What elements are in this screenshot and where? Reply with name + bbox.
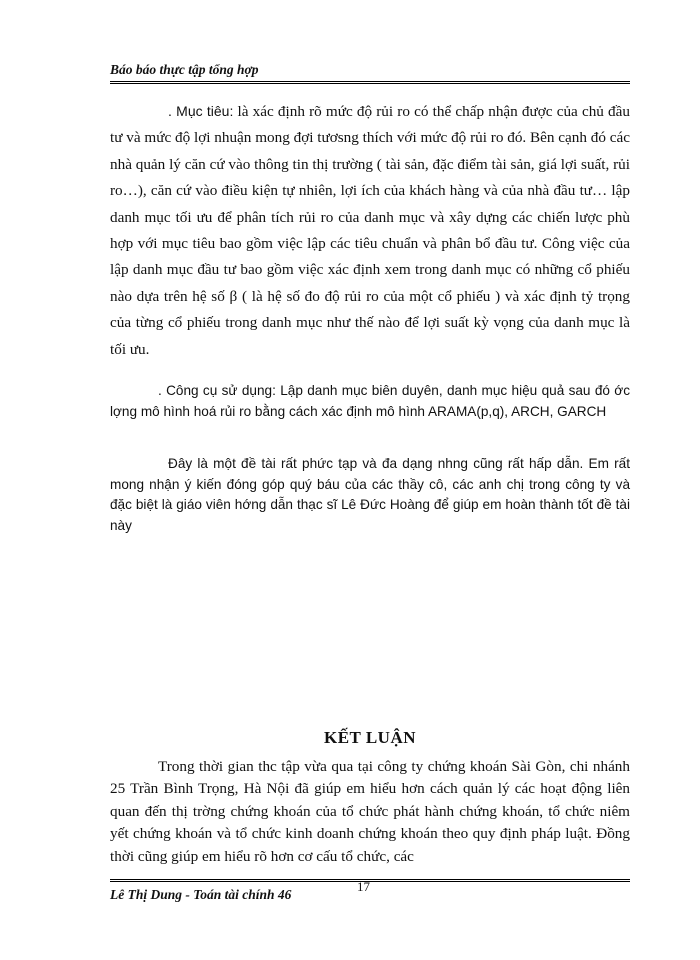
thanks-text: Đây là một đề tài rất phức tạp và đa dạng nhng cũng rất hấp dẫn. Em rất mong nhận ý kiến đóng góp quý báu của các thầy cô, các anh chị trong công ty và đặc biệt là giáo viên hớng dẫn thạc sĩ Lê Đức Hoàng để giúp em hoàn thành tốt đề tài này <box>110 456 630 533</box>
page-number: 17 <box>357 879 370 894</box>
objective-label: . Mục tiêu: <box>168 103 234 119</box>
conclusion-text: Trong thời gian thc tập vừa qua tại công ty chứng khoán Sài Gòn, chi nhánh 25 Trần Bình Trọng, Hà Nội đã giúp em hiểu hơn cách quản lý các hoạt động liên quan đến thị trờng chứng khoán của tổ chức phát hành chứng khoán, tổ chức niêm yết chứng khoán và tổ chức kinh doanh chứng khoán theo quy định pháp luật. Đồng thời cũng giúp em hiểu rõ hơn cơ cấu tổ chức, các <box>110 758 630 865</box>
paragraph-conclusion <box>110 756 630 868</box>
footer-rule <box>110 879 630 882</box>
running-header: Báo báo thực tập tổng hợp <box>110 62 630 84</box>
tools-text: . Công cụ sử dụng: Lập danh mục biên duyên, danh mục hiệu quả sau đó ớc lợng mô hình hoá rủi ro bằng cách xác định mô hình ARAMA(p,q), ARCH, GARCH <box>110 383 630 419</box>
objective-text: là xác định rõ mức độ rủi ro có thể chấp nhận được của chủ đầu tư và mức độ lợi nhuận mong đợi tươsng thích với mức độ rủi ro đó. Bên cạnh đó các nhà quản lý căn cứ vào thông tin thị trường ( tài sản, đặc điểm tài sản, giá lợi suất, rủi ro…), căn cứ vào điều kiện tự nhiên, lợi ích của khách hàng và của nhà đầu tư… lập danh mục tối ưu để phân tích rủi ro của danh mục và xây dựng các chiến lược phù hợp với mục tiêu bao gồm việc lập các tiêu chuẩn và phân bổ đầu tư. Công việc của lập danh mục đầu tư bao gồm việc xác định xem trong danh mục có những cổ phiếu nào dựa trên hệ số β ( là hệ số đo độ rủi ro của một cổ phiếu ) và xác định tỷ trọng của từng cổ phiếu trong danh mục như thế nào để lợi suất kỳ vọng của danh mục là tối ưu. <box>110 103 630 358</box>
paragraph-objective <box>110 98 630 363</box>
section-heading-conclusion: KẾT LUẬN <box>323 728 416 747</box>
footer-author: Lê Thị Dung - Toán tài chính 46 <box>110 887 292 902</box>
paragraph-thanks <box>110 454 630 536</box>
paragraph-tools <box>110 381 630 422</box>
